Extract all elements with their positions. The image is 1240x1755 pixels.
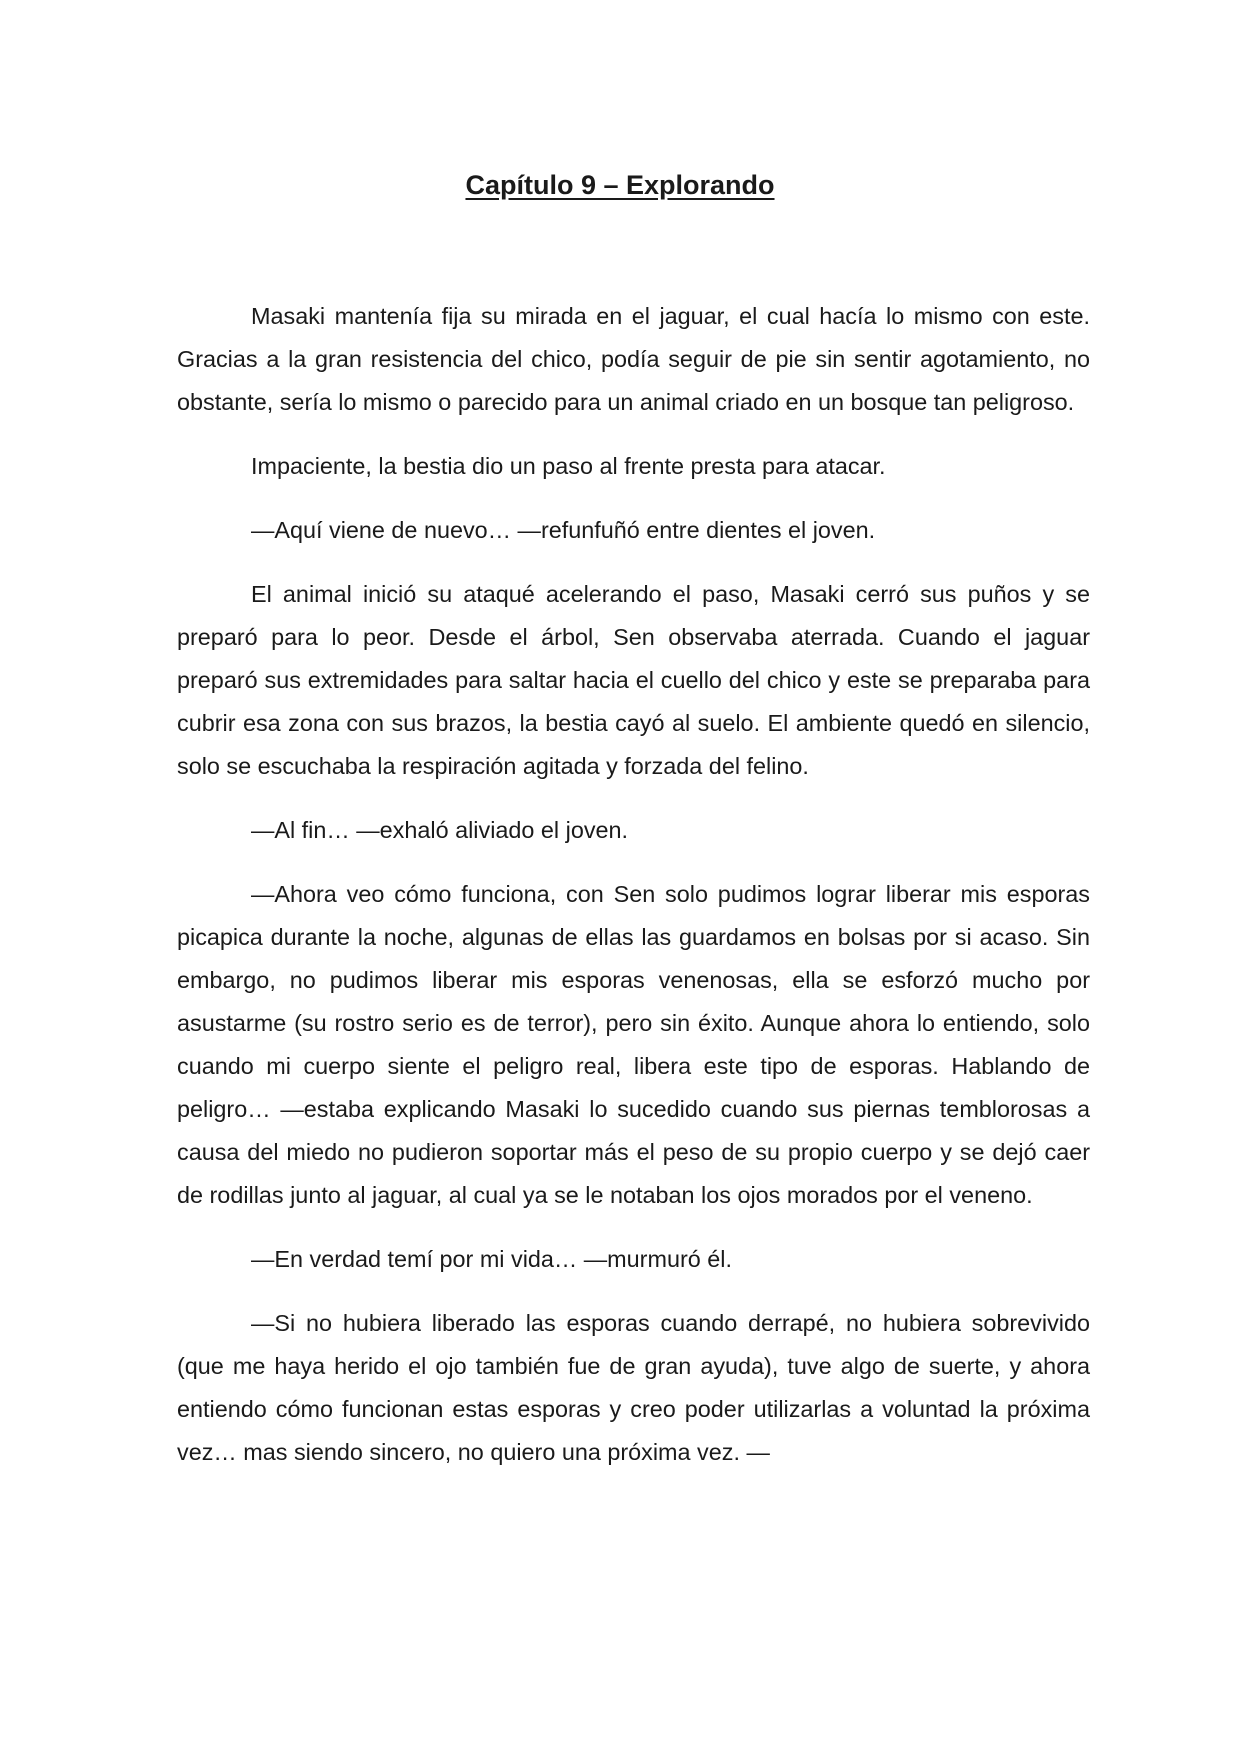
paragraph-8: —Si no hubiera liberado las esporas cuando derrapé, no hubiera sobrevivido (que me haya herido el ojo también fue de gran ayuda), tuve algo de suerte, y ahora entiendo cómo funcionan estas esporas y creo poder utilizarlas a voluntad la próxima vez… mas siendo sincero, no quiero una próxima vez. — — [177, 1310, 1090, 1465]
paragraph-7: —En verdad temí por mi vida… —murmuró él. — [251, 1246, 732, 1272]
paragraph-3: —Aquí viene de nuevo… —refunfuñó entre dientes el joven. — [251, 517, 876, 543]
chapter-body — [177, 295, 1090, 1495]
paragraph-1: Masaki mantenía fija su mirada en el jaguar, el cual hacía lo mismo con este. Gracias a la gran resistencia del chico, podía seguir de pie sin sentir agotamiento, no obstante, sería lo mismo o parecido para un animal criado en un bosque tan peligroso. — [177, 303, 1090, 415]
chapter-title: Capítulo 9 – Explorando — [465, 170, 775, 200]
paragraph-2: Impaciente, la bestia dio un paso al frente presta para atacar. — [251, 453, 886, 479]
paragraph-6: —Ahora veo cómo funciona, con Sen solo pudimos lograr liberar mis esporas picapica durante la noche, algunas de ellas las guardamos en bolsas por si acaso. Sin embargo, no pudimos liberar mis esporas venenosas, ella se esforzó mucho por asustarme (su rostro serio es de terror), pero sin éxito. Aunque ahora lo entiendo, solo cuando mi cuerpo siente el peligro real, libera este tipo de esporas. Hablando de peligro… —estaba explicando Masaki lo sucedido cuando sus piernas temblorosas a causa del miedo no pudieron soportar más el peso de su propio cuerpo y se dejó caer de rodillas junto al jaguar, al cual ya se le notaban los ojos morados por el veneno. — [177, 881, 1090, 1208]
paragraph-4: El animal inició su ataqué acelerando el paso, Masaki cerró sus puños y se preparó para lo peor. Desde el árbol, Sen observaba aterrada. Cuando el jaguar preparó sus extremidades para saltar hacia el cuello del chico y este se preparaba para cubrir esa zona con sus brazos, la bestia cayó al suelo. El ambiente quedó en silencio, solo se escuchaba la respiración agitada y forzada del felino. — [177, 581, 1090, 779]
paragraph-5: —Al fin… —exhaló aliviado el joven. — [251, 817, 629, 843]
